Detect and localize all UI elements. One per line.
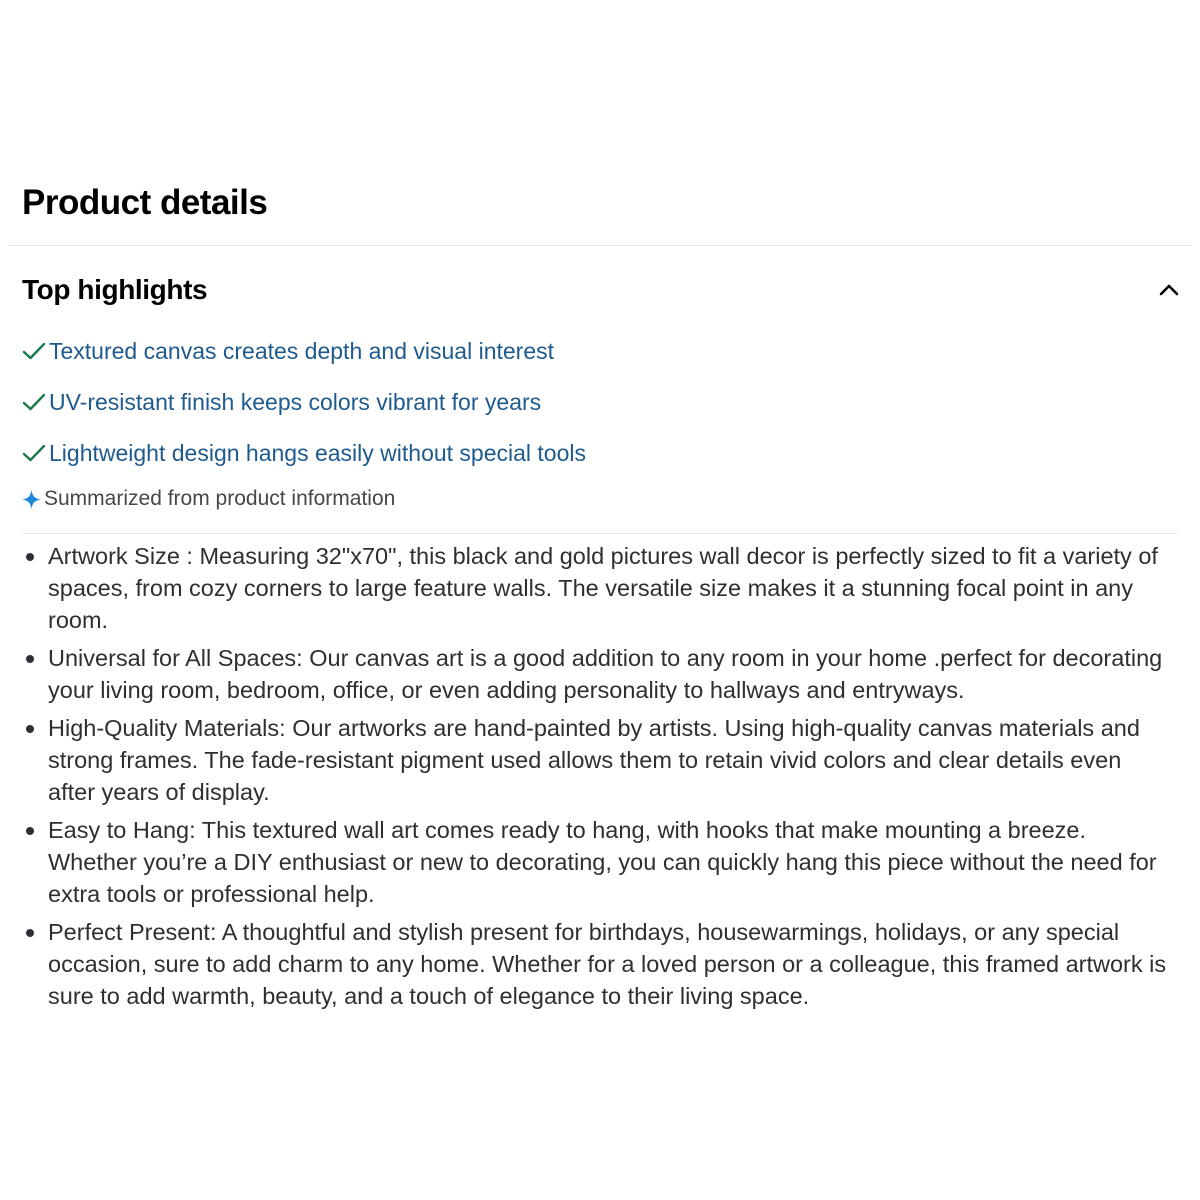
check-icon [22,339,46,363]
detail-item: High-Quality Materials: Our artworks are hand-painted by artists. Using high-quality canvas materials and strong frames. The fade-resistant pigment used allows them to retain vivid colors and clear details even after years of display. [22,712,1172,808]
section-title: Top highlights [22,274,208,305]
page-title: Product details [22,183,268,222]
divider [8,245,1192,246]
highlight-text: UV-resistant finish keeps colors vibrant for years [49,388,542,415]
highlight-text: Lightweight design hangs easily without special tools [49,439,586,466]
check-icon [22,441,46,465]
detail-item: Universal for All Spaces: Our canvas art is a good addition to any room in your home .perfect for decorating your living room, bedroom, office, or even adding personality to hallways and entryways. [22,642,1172,706]
details-list [22,540,1172,1018]
highlight-item [22,334,586,368]
detail-item: Artwork Size : Measuring 32"x70", this black and gold pictures wall decor is perfectly sized to fit a variety of spaces, from cozy corners to large feature walls. The versatile size makes it a stunning focal point in any room. [22,540,1172,636]
highlight-text: Textured canvas creates depth and visual interest [49,337,555,364]
chevron-up-icon[interactable] [1158,279,1180,301]
divider [22,533,1178,534]
summary-note [22,487,395,511]
detail-item: Perfect Present: A thoughtful and stylish present for birthdays, housewarmings, holidays, or any special occasion, sure to add charm to any home. Whether for a loved person or a colleague, this framed artwork is sure to add warmth, beauty, and a touch of elegance to their living space. [22,916,1172,1012]
summary-note-text: Summarized from product information [44,487,396,510]
highlight-item [22,436,586,470]
highlights-list [22,334,586,487]
sparkle-icon [22,490,41,509]
check-icon [22,390,46,414]
top-highlights-toggle[interactable] [22,268,1182,312]
detail-item: Easy to Hang: This textured wall art comes ready to hang, with hooks that make mounting a breeze. Whether you’re a DIY enthusiast or new to decorating, you can quickly hang this piece without the need for extra tools or professional help. [22,814,1172,910]
highlight-item [22,385,586,419]
